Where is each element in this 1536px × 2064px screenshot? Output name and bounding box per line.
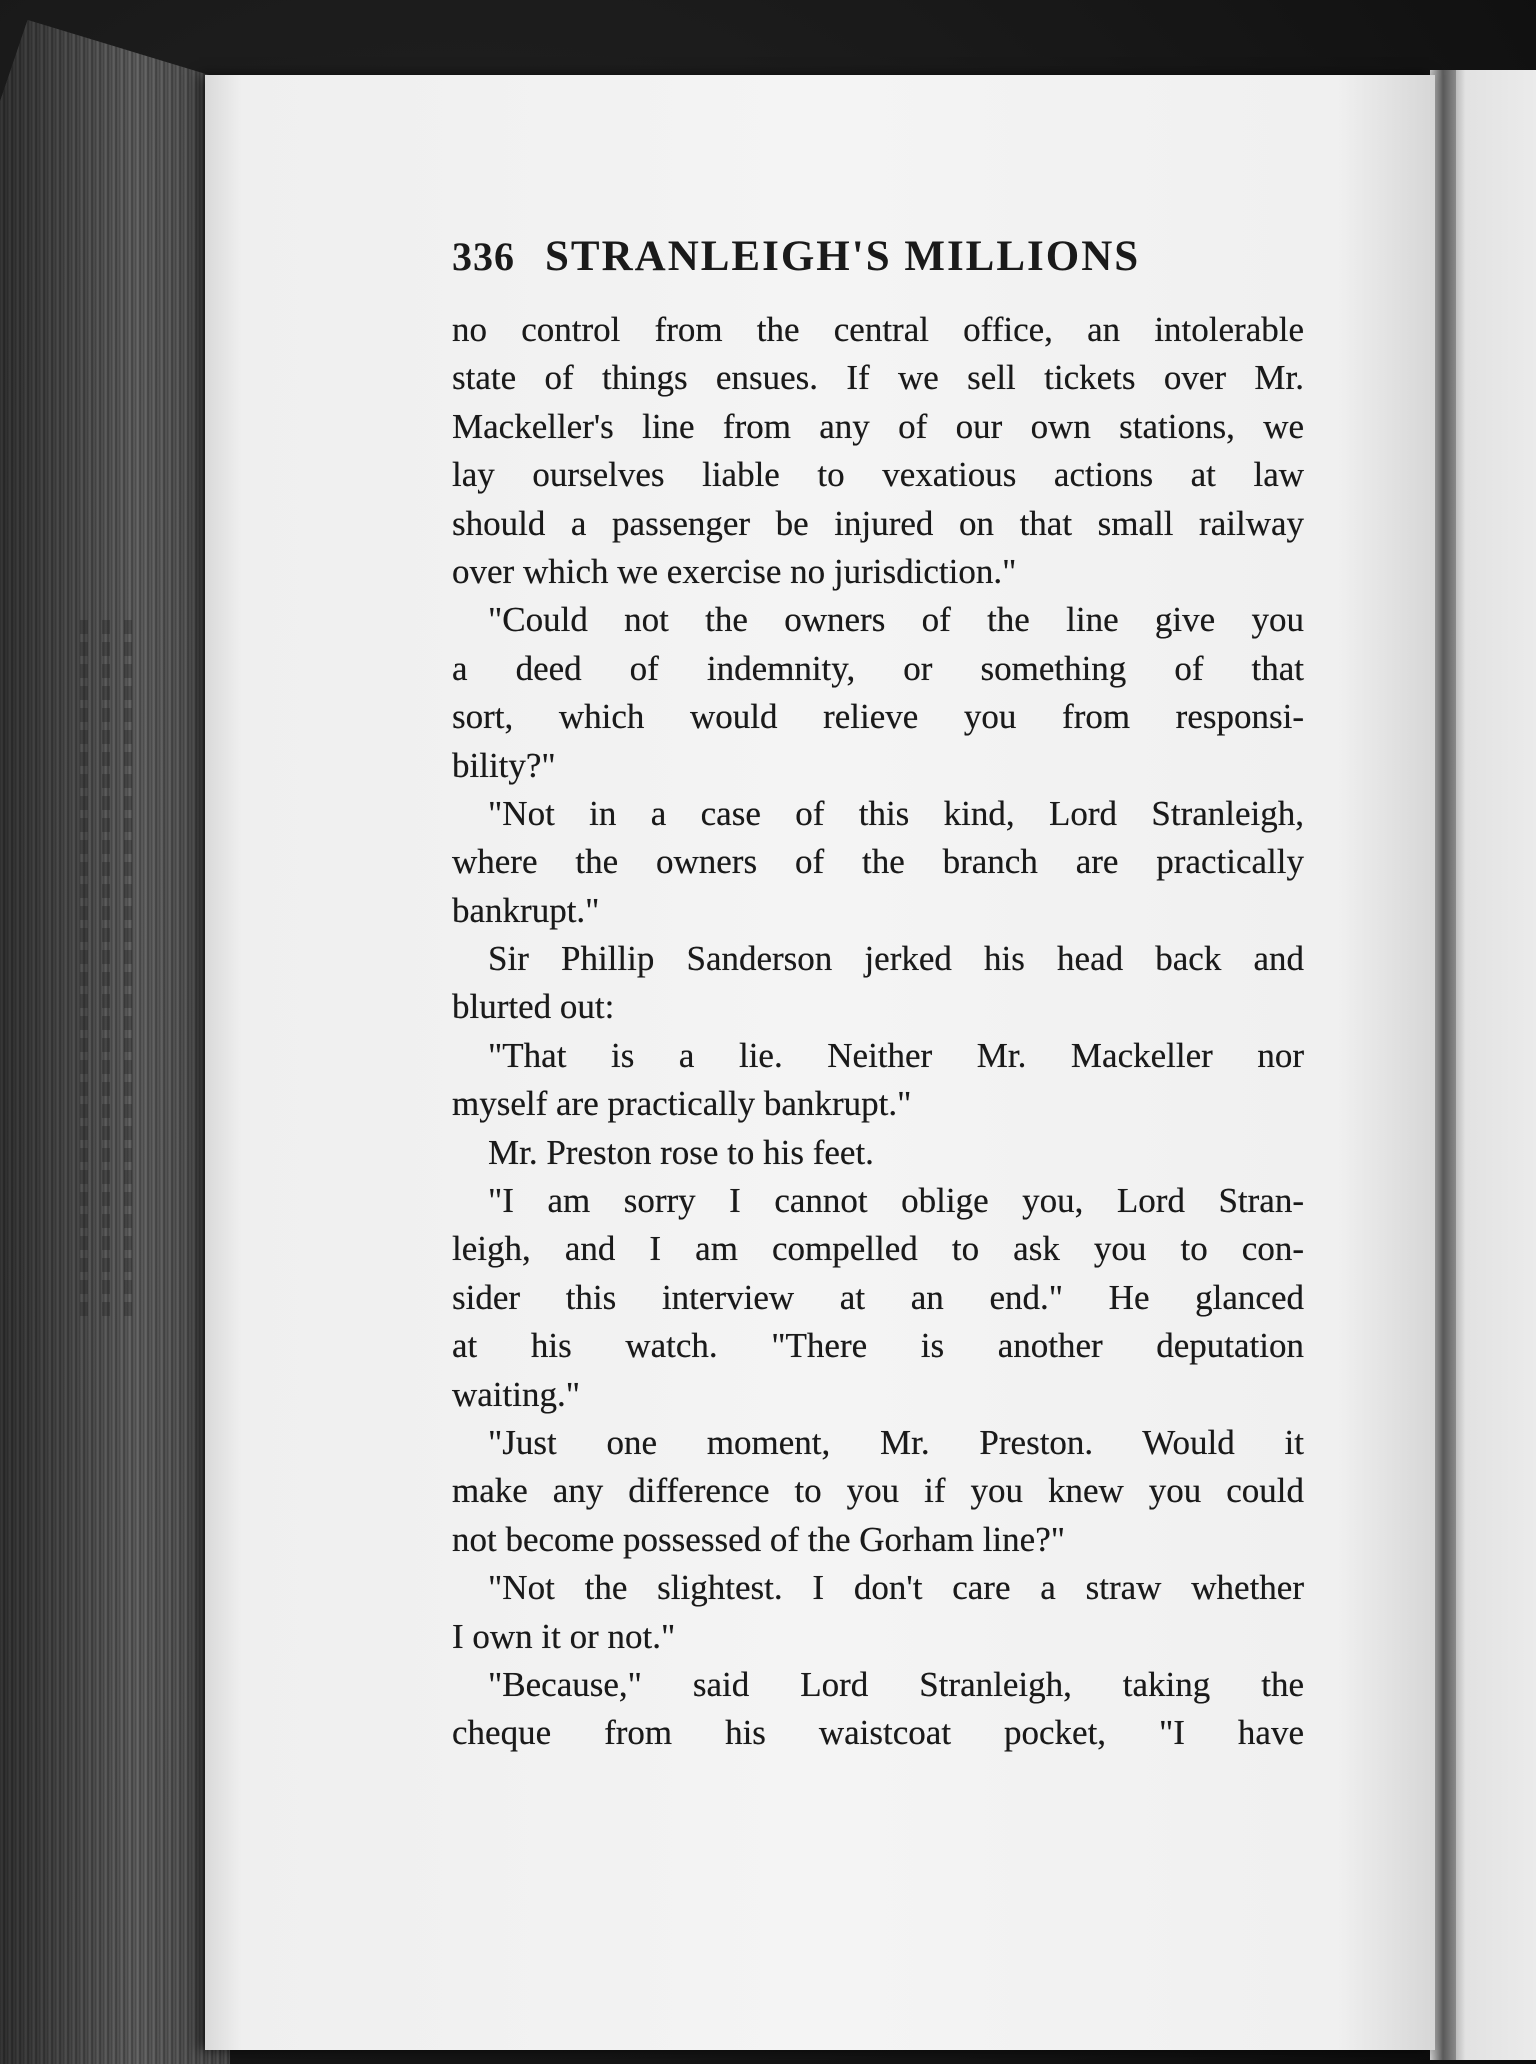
text-line: not become possessed of the Gorham line?" [452,1519,1066,1559]
text-line: "I am sorry I cannot oblige you, Lord Stran- [488,1181,1304,1221]
text-line: bility?" [452,745,556,785]
text-line: where the owners of the branch are practically [452,842,1304,882]
text-line: cheque from his waistcoat pocket, "I have [452,1713,1304,1753]
text-line: "Could not the owners of the line give you [488,600,1304,640]
text-line: sort, which would relieve you from responsi- [452,697,1304,737]
text-line: should a passenger be injured on that small railway [452,503,1304,543]
text-line: "That is a lie. Neither Mr. Mackeller nor [488,1035,1304,1075]
text-line: bankrupt." [452,890,600,930]
text-line: Mr. Preston rose to his feet. [488,1132,874,1172]
text-line: waiting." [452,1374,581,1414]
text-line: "Not in a case of this kind, Lord Stranleigh, [488,793,1304,833]
text-line: no control from the central office, an intolerable [452,310,1304,349]
text-line: blurted out: [452,987,615,1027]
running-title: STRANLEIGH'S MILLIONS [545,233,1141,280]
text-line: at his watch. "There is another deputation [452,1326,1304,1366]
text-line: Sir Phillip Sanderson jerked his head back and [488,939,1304,979]
page-text-block [452,232,1304,1758]
library-stamp-on-edges [80,620,140,1320]
text-line: "Because," said Lord Stranleigh, taking the [488,1664,1304,1704]
facing-page [1448,70,1536,2060]
text-line: state of things ensues. If we sell tickets over Mr. [452,358,1304,398]
text-line: "Just one moment, Mr. Preston. Would it [488,1422,1304,1462]
text-line: make any difference to you if you knew you could [452,1471,1304,1511]
page-header [452,232,1304,292]
text-line: lay ourselves liable to vexatious actions at law [452,455,1304,495]
text-line: Mackeller's line from any of our own stations, we [452,406,1304,446]
page-number: 336 [452,234,515,279]
text-line: sider this interview at an end." He glanced [452,1277,1304,1317]
text-line: over which we exercise no jurisdiction." [452,551,1017,591]
text-line: myself are practically bankrupt." [452,1084,912,1124]
text-line: leigh, and I am compelled to ask you to con- [452,1229,1304,1269]
text-line: "Not the slightest. I don't care a straw whether [488,1568,1304,1608]
text-line: I own it or not." [452,1616,676,1656]
text-line: a deed of indemnity, or something of that [452,648,1304,688]
